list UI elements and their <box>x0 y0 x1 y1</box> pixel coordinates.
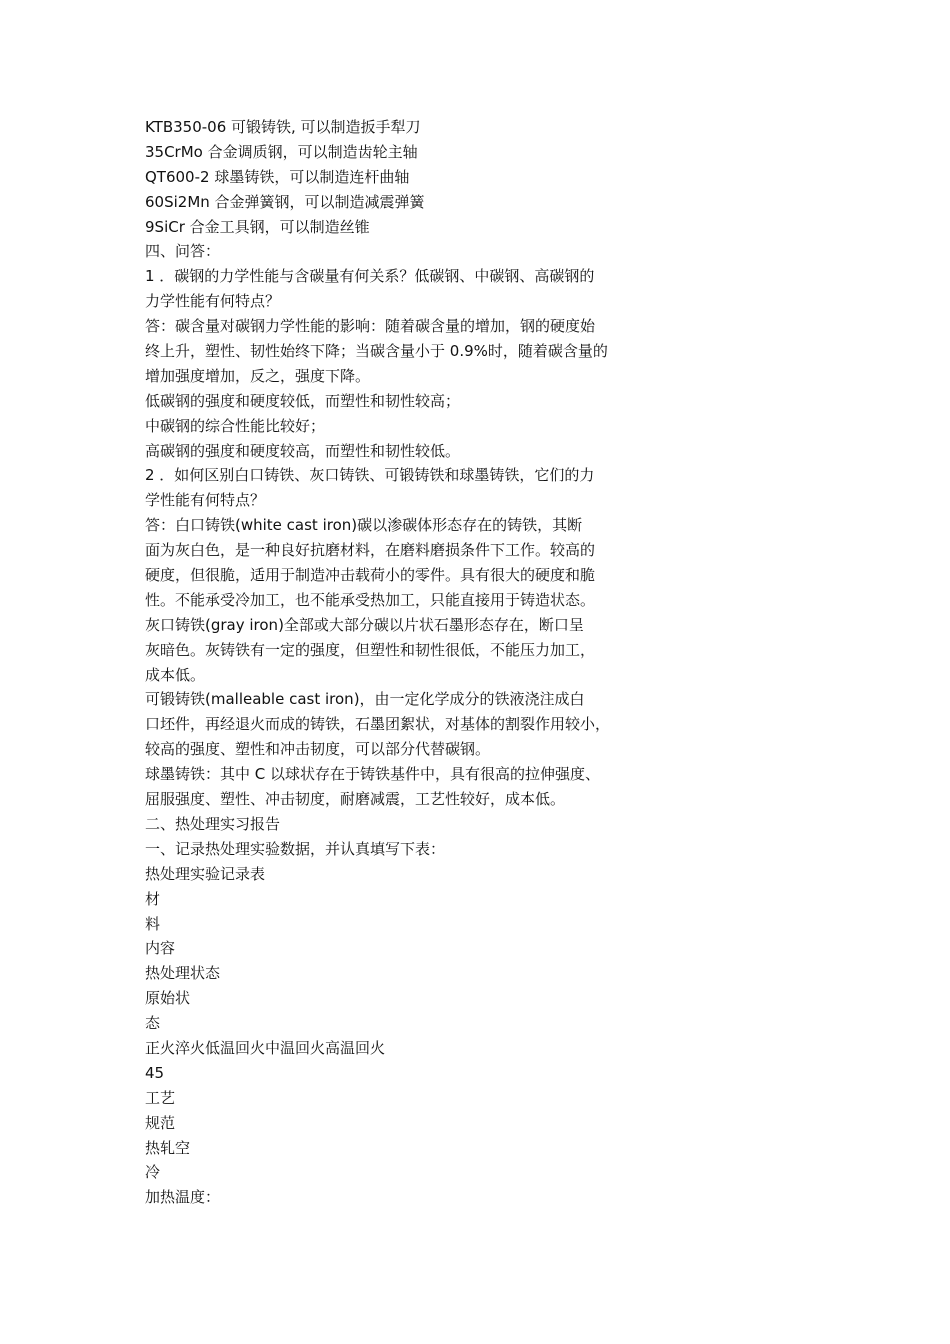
table-cell-text: 45 <box>145 1063 165 1082</box>
answer-line: 低碳钢的强度和硬度较低，而塑性和韧性较高； <box>145 391 461 410</box>
question-line: 2 ．如何区别白口铸铁、灰口铸铁、可锻铸铁和球墨铸铁，它们的力 <box>145 466 595 485</box>
table-cell-text: 加热温度： <box>145 1188 221 1207</box>
answer-line: 屈服强度、塑性、冲击韧度，耐磨减震，工艺性较好，成本低。 <box>145 790 566 809</box>
table-cell-text: 材 <box>145 889 161 908</box>
section-heading: 一、记录热处理实验数据，并认真填写下表： <box>145 839 446 858</box>
document-body <box>145 115 675 1210</box>
table-cell-text: 热处理状态 <box>145 964 221 983</box>
table-cell-text: 原始状 <box>145 989 191 1008</box>
answer-line: 增加强度增加，反之，强度下降。 <box>145 366 371 385</box>
text-line: QT600-2 球墨铸铁，可以制造连杆曲轴 <box>145 167 410 186</box>
answer-line: 成本低。 <box>145 665 206 684</box>
section-heading: 二、热处理实习报告 <box>145 814 281 833</box>
answer-line: 性。不能承受冷加工，也不能承受热加工，只能直接用于铸造状态。 <box>145 590 596 609</box>
answer-line: 硬度，但很脆，适用于制造冲击载荷小的零件。具有很大的硬度和脆 <box>145 566 596 585</box>
table-cell-text: 冷 <box>145 1163 161 1182</box>
question-line: 学性能有何特点？ <box>145 491 266 510</box>
answer-line: 较高的强度、塑性和冲击韧度，可以部分代替碳钢。 <box>145 740 491 759</box>
text-line: 60Si2Mn 合金弹簧钢，可以制造减震弹簧 <box>145 192 425 211</box>
table-cell-text: 热轧空 <box>145 1138 191 1157</box>
table-cell-text: 态 <box>145 1014 161 1033</box>
answer-line: 口坯件，再经退火而成的铸铁，石墨团絮状，对基体的割裂作用较小， <box>145 715 611 734</box>
answer-line: 灰口铸铁(gray iron)全部或大部分碳以片状石墨形态存在，断口呈 <box>145 615 584 634</box>
table-cell-text: 工艺 <box>145 1088 176 1107</box>
section-heading: 四、问答： <box>145 242 221 261</box>
question-line: 1 ．碳钢的力学性能与含碳量有何关系？低碳钢、中碳钢、高碳钢的 <box>145 267 595 286</box>
table-title: 热处理实验记录表 <box>145 864 266 883</box>
answer-line: 答：碳含量对碳钢力学性能的影响：随着碳含量的增加，钢的硬度始 <box>145 317 596 336</box>
question-line: 力学性能有何特点？ <box>145 292 281 311</box>
text-line: 9SiCr 合金工具钢，可以制造丝锥 <box>145 217 370 236</box>
answer-line: 灰暗色。灰铸铁有一定的强度，但塑性和韧性很低，不能压力加工， <box>145 640 596 659</box>
answer-line: 终上升，塑性、韧性始终下降；当碳含量小于 0.9%时，随着碳含量的 <box>145 342 608 361</box>
answer-line: 答：白口铸铁(white cast iron)碳以渗碳体形态存在的铸铁，其断 <box>145 516 583 535</box>
table-cell-text: 正火淬火低温回火中温回火高温回火 <box>145 1038 386 1057</box>
answer-line: 球墨铸铁：其中 C 以球状存在于铸铁基件中，具有很高的拉伸强度、 <box>145 765 601 784</box>
table-cell-text: 规范 <box>145 1113 176 1132</box>
table-cell-text: 料 <box>145 914 161 933</box>
table-cell-text: 内容 <box>145 939 176 958</box>
text-line: 35CrMo 合金调质钢，可以制造齿轮主轴 <box>145 142 418 161</box>
answer-line: 可锻铸铁(malleable cast iron)，由一定化学成分的铁液浇注成白 <box>145 690 585 709</box>
answer-line: 中碳钢的综合性能比较好； <box>145 416 326 435</box>
answer-line: 面为灰白色，是一种良好抗磨材料，在磨料磨损条件下工作。较高的 <box>145 541 596 560</box>
answer-line: 高碳钢的强度和硬度较高，而塑性和韧性较低。 <box>145 441 461 460</box>
text-line: KTB350-06 可锻铸铁, 可以制造扳手犁刀 <box>145 118 421 136</box>
